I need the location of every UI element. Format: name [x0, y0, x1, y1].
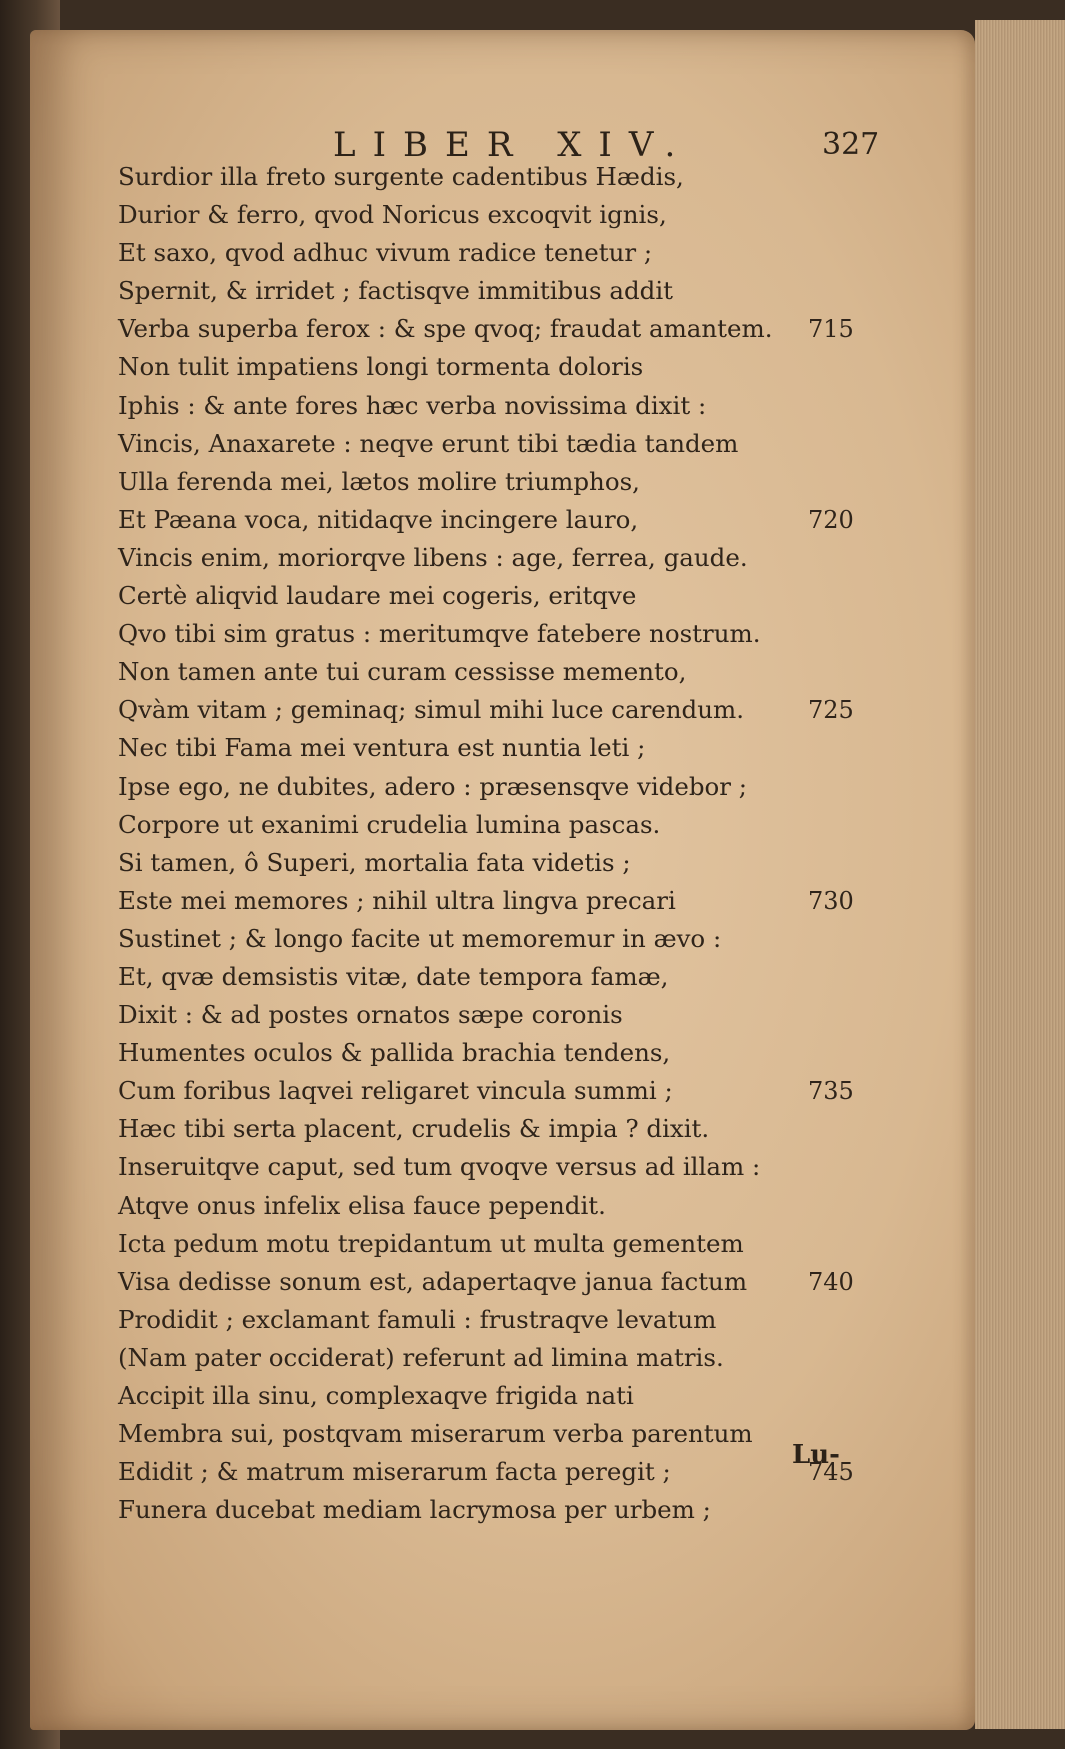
verse-line: Certè aliqvid laudare mei cogeris, eritqve: [118, 581, 637, 611]
verse-line: Dixit : & ad postes ornatos sæpe coronis: [118, 1000, 623, 1030]
verse-line: Corpore ut exanimi crudelia lumina pascas.: [118, 809, 661, 839]
verse-line: Hæc tibi serta placent, crudelis & impia ? dixit.: [118, 1114, 710, 1144]
verse-line: Qvàm vitam ; geminaq; simul mihi luce carendum. 725: [118, 691, 878, 729]
verse-line: Edidit ; & matrum miserarum facta peregit ; 745: [118, 1453, 878, 1491]
verse-line: Atqve onus infelix elisa fauce pependit.: [118, 1190, 606, 1220]
verse-line: Accipit illa sinu, complexaqve frigida nati: [118, 1381, 634, 1410]
line-number: 740: [808, 1267, 854, 1296]
line-number: 745: [808, 1458, 854, 1487]
verse-line: Iphis : & ante fores hæc verba novissima dixit :: [118, 390, 707, 420]
running-head: LIBER XIV.: [333, 125, 693, 165]
verse-line: Icta pedum motu trepidantum ut multa gementem: [118, 1228, 744, 1258]
verse-line: Et, qvæ demsistis vitæ, date tempora famæ,: [118, 961, 669, 991]
line-number: 725: [808, 696, 854, 725]
verse-line: Membra sui, postqvam miserarum verba parentum: [118, 1419, 753, 1449]
line-number: 715: [808, 315, 854, 344]
verse-line: Durior & ferro, qvod Noricus excoqvit ignis,: [118, 200, 667, 230]
verse-line: Et saxo, qvod adhuc vivum radice tenetur ;: [118, 238, 653, 268]
verse-line: Vincis, Anaxarete : neqve erunt tibi tædia tandem: [118, 428, 739, 458]
verse-line: Este mei memores ; nihil ultra lingva precari 730: [118, 882, 878, 920]
verse-line: Nec tibi Fama mei ventura est nuntia leti ;: [118, 733, 646, 763]
verse-line: Si tamen, ô Superi, mortalia fata videtis ;: [118, 847, 631, 877]
verse-line: Non tamen ante tui curam cessisse memento,: [118, 657, 687, 687]
page-number: 327: [822, 127, 880, 162]
verse-line: Vincis enim, moriorqve libens : age, ferrea, gaude.: [118, 542, 748, 572]
verse-line: Verba superba ferox : & spe qvoq; fraudat amantem. 715: [118, 310, 878, 348]
verse-line: Qvo tibi sim gratus : meritumqve fatebere nostrum.: [118, 619, 761, 649]
line-number: 730: [808, 886, 854, 915]
verse-line: Visa dedisse sonum est, adapertaqve janua factum 740: [118, 1263, 878, 1301]
verse-line: Et Pæana voca, nitidaqve incingere lauro, 720: [118, 501, 878, 539]
verse-line: Prodidit ; exclamant famuli : frustraqve levatum: [118, 1304, 717, 1334]
verse-line: Humentes oculos & pallida brachia tendens,: [118, 1038, 671, 1068]
verse-line: Spernit, & irridet ; factisqve immitibus addit: [118, 276, 674, 306]
verse-line: Funera ducebat mediam lacrymosa per urbem ;: [118, 1495, 711, 1525]
verse-line: Ulla ferenda mei, lætos molire triumphos,: [118, 466, 640, 496]
verse-line: Ipse ego, ne dubites, adero : præsensqve videbor ;: [118, 771, 748, 801]
verse-line: Sustinet ; & longo facite ut memoremur in ævo :: [118, 923, 722, 953]
verse-line: Cum foribus laqvei religaret vincula summi ; 735: [118, 1072, 878, 1110]
catchword: Lu-: [792, 1440, 840, 1470]
verse-line: Non tulit impatiens longi tormenta doloris: [118, 352, 644, 382]
verse-line: Surdior illa freto surgente cadentibus Hædis,: [118, 162, 684, 191]
line-number: 735: [808, 1077, 854, 1106]
verse-text: [118, 158, 878, 1529]
verse-line: (Nam pater occiderat) referunt ad limina matris.: [118, 1342, 724, 1372]
line-number: 720: [808, 505, 854, 534]
page-stack-edge: [975, 20, 1065, 1729]
verse-line: Inseruitqve caput, sed tum qvoqve versus ad illam :: [118, 1152, 761, 1182]
